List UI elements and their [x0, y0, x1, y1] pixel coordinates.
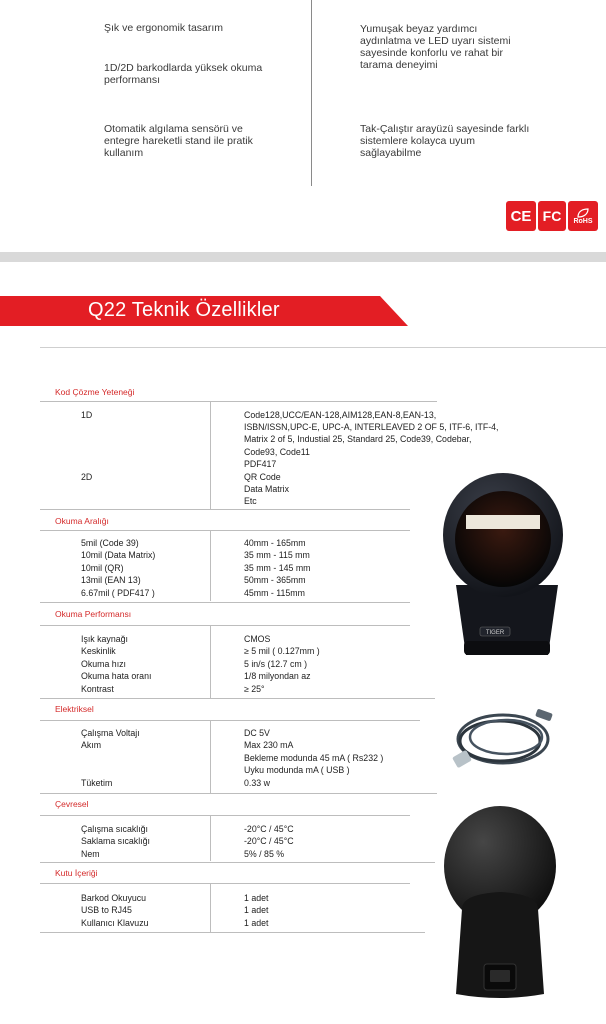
- section-title-electrical: Elektriksel: [55, 704, 94, 714]
- section-title-environmental: Çevresel: [55, 799, 89, 809]
- spec-value: -20°C / 45°C: [244, 824, 294, 834]
- divider: [40, 602, 410, 603]
- spec-label: 13mil (EAN 13): [81, 575, 141, 585]
- spec-value: CMOS: [244, 634, 271, 644]
- spec-label: Nem: [81, 849, 100, 859]
- spec-value-1d-line: ISBN/ISSN,UPC-E, UPC-A, INTERLEAVED 2 OF 5, ITF-6, ITF-4,: [244, 422, 499, 432]
- spec-value: 5% / 85 %: [244, 849, 285, 859]
- spec-label: Okuma hata oranı: [81, 671, 152, 681]
- divider: [210, 626, 211, 698]
- top-divider: [40, 347, 606, 348]
- divider: [40, 698, 435, 699]
- divider: [40, 793, 437, 794]
- feature-performance: 1D/2D barkodlarda yüksek okuma performansı: [104, 62, 263, 86]
- divider: [210, 884, 211, 932]
- spec-value: 35 mm - 115 mm: [244, 550, 310, 560]
- spec-value-1d-line: Code128,UCC/EAN-128,AIM128,EAN-8,EAN-13,: [244, 410, 437, 420]
- spec-label-2d: 2D: [81, 472, 93, 482]
- spec-label: USB to RJ45: [81, 905, 132, 915]
- spec-label: 6.67mil ( PDF417 ): [81, 588, 155, 598]
- spec-value: Bekleme modunda 45 mA ( Rs232 ): [244, 753, 384, 763]
- spec-value: 5 in/s (12.7 cm ): [244, 659, 308, 669]
- ce-logo: CE: [506, 201, 536, 231]
- spec-label: Çalışma sıcaklığı: [81, 824, 148, 834]
- divider: [40, 530, 410, 531]
- feature-ergonomic: Şık ve ergonomik tasarım: [104, 22, 224, 34]
- page-title: Q22 Teknik Özellikler: [88, 299, 280, 321]
- column-divider: [311, 0, 312, 186]
- spec-label: Tüketim: [81, 778, 113, 788]
- spec-label: Okuma hızı: [81, 659, 126, 669]
- spec-label: Işık kaynağı: [81, 634, 128, 644]
- scanner-front-image: [436, 465, 566, 660]
- section-title-box-contents: Kutu İçeriği: [55, 868, 98, 878]
- spec-value: 1 adet: [244, 918, 269, 928]
- divider: [40, 720, 420, 721]
- feature-led-light: Yumuşak beyaz yardımcı aydınlatma ve LED uyarı sistemi sayesinde konforlu ve rahat bir tarama deneyimi: [360, 23, 511, 71]
- feature-auto-sensor: Otomatik algılama sensörü ve entegre hareketli stand ile pratik kullanım: [104, 123, 253, 159]
- spec-value-2d-line: Etc: [244, 496, 257, 506]
- usb-cable-image: [448, 699, 558, 779]
- spec-value: 35 mm - 145 mm: [244, 563, 311, 573]
- divider: [40, 401, 437, 402]
- divider: [40, 625, 410, 626]
- specs-page: [0, 262, 606, 1024]
- section-title-decode: Kod Çözme Yeteneği: [55, 387, 135, 397]
- spec-value-2d-line: Data Matrix: [244, 484, 289, 494]
- features-page: [0, 0, 606, 252]
- spec-value: ≥ 5 mil ( 0.127mm ): [244, 646, 320, 656]
- section-title-performance: Okuma Performansı: [55, 609, 132, 619]
- spec-label: 10mil (Data Matrix): [81, 550, 156, 560]
- spec-label: Barkod Okuyucu: [81, 893, 147, 903]
- spec-label: 5mil (Code 39): [81, 538, 139, 548]
- spec-value-1d-line: PDF417: [244, 459, 277, 469]
- brand-label: TIGER: [485, 630, 505, 636]
- spec-value-1d-line: Matrix 2 of 5, Industial 25, Standard 25, Code39, Codebar,: [244, 434, 472, 444]
- divider: [210, 402, 211, 510]
- spec-value-1d-line: Code93, Code11: [244, 447, 310, 457]
- spec-label-1d: 1D: [81, 410, 93, 420]
- spec-value: 1/8 milyondan az: [244, 671, 311, 681]
- spec-value: 1 adet: [244, 905, 269, 915]
- fc-logo: FC: [538, 201, 566, 231]
- spec-value: ≥ 25°: [244, 684, 265, 694]
- leaf-icon: [576, 208, 590, 218]
- spec-value: 50mm - 365mm: [244, 575, 306, 585]
- spec-value: 0.33 w: [244, 778, 270, 788]
- spec-value: Uyku modunda mA ( USB ): [244, 765, 350, 775]
- spec-label: Çalışma Voltajı: [81, 728, 140, 738]
- spec-label: 10mil (QR): [81, 563, 124, 573]
- feature-plug-play: Tak-Çalıştır arayüzü sayesinde farklı sistemlere kolayca uyum sağlayabilme: [360, 123, 530, 159]
- section-title-range: Okuma Aralığı: [55, 516, 109, 526]
- divider: [40, 932, 425, 933]
- spec-value: 40mm - 165mm: [244, 538, 306, 548]
- divider: [210, 721, 211, 793]
- divider: [40, 509, 410, 510]
- divider: [210, 531, 211, 601]
- spec-label: Saklama sıcaklığı: [81, 836, 150, 846]
- spec-label: Kullanıcı Klavuzu: [81, 918, 149, 928]
- divider: [40, 862, 435, 863]
- divider: [40, 815, 410, 816]
- spec-value: 45mm - 115mm: [244, 588, 305, 598]
- spec-value-2d-line: QR Code: [244, 472, 281, 482]
- rohs-logo: RoHS: [568, 201, 598, 231]
- divider: [210, 816, 211, 861]
- spec-value: -20°C / 45°C: [244, 836, 294, 846]
- spec-value: Max 230 mA: [244, 740, 294, 750]
- spec-value: 1 adet: [244, 893, 269, 903]
- scanner-back-image: [440, 804, 560, 1004]
- spec-value: DC 5V: [244, 728, 270, 738]
- divider: [40, 883, 410, 884]
- spec-label: Keskinlik: [81, 646, 116, 656]
- spec-label: Akım: [81, 740, 102, 750]
- spec-label: Kontrast: [81, 684, 114, 694]
